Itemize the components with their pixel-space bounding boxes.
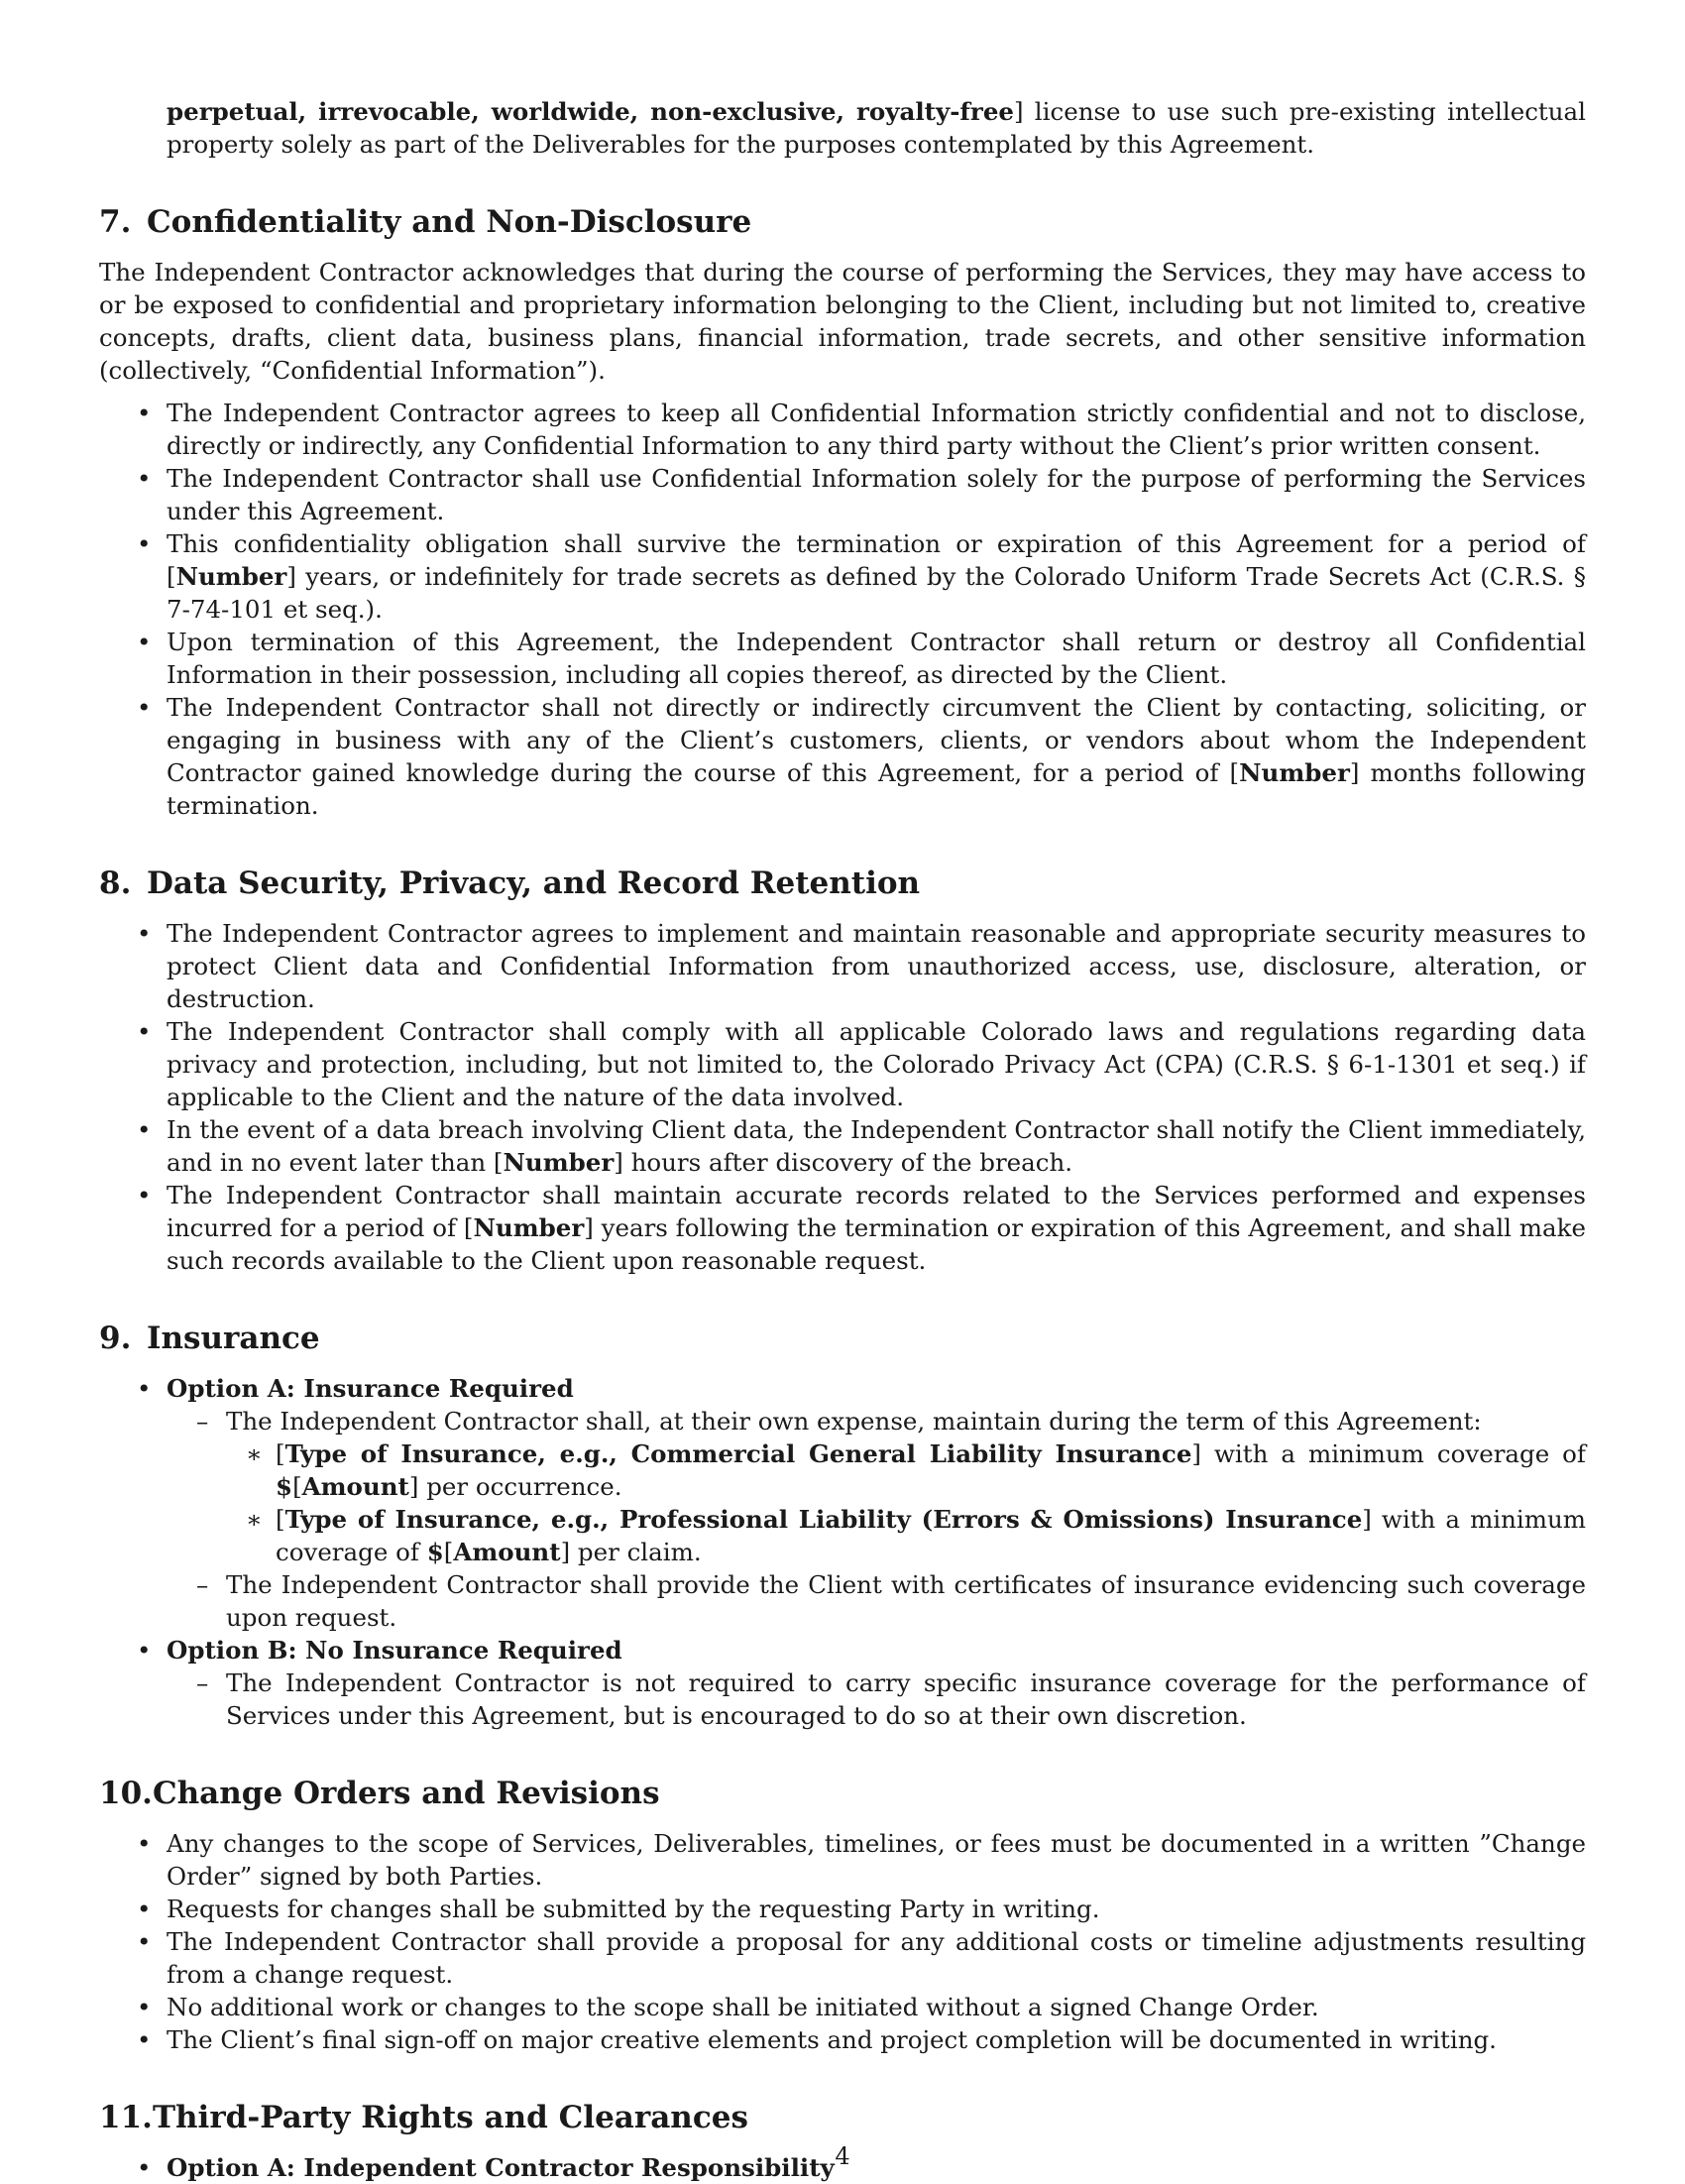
section-7-intro: The Independent Contractor acknowledges that during the course of performing the Services, they may have access to or be exposed to confidential and proprietary information belonging to the Client, including but not limited to, creative concepts, drafts, client data, business plans, financial information, trade secrets, and other sensitive information (collectively, “Confidential Information”). xyxy=(99,258,1586,385)
section-10-list xyxy=(99,1827,1586,2056)
section-number: 11. xyxy=(99,2100,153,2135)
insurance-type: Type of Insurance, e.g., Professional Liability (Errors & Omissions) Insurance xyxy=(284,1505,1363,1534)
section-9-list xyxy=(99,1372,1586,1732)
list-item: • Any changes to the scope of Services, Deliverables, timelines, or fees must be documented in a written ”Change Order” signed by both Parties. xyxy=(99,1827,1586,1893)
placeholder-amount: Amount xyxy=(453,1538,561,1566)
section-title: Insurance xyxy=(147,1321,320,1356)
list-item xyxy=(99,1634,1586,1732)
section-number: 7. xyxy=(99,204,132,240)
placeholder-number: Number xyxy=(1239,758,1350,787)
insurance-types-list xyxy=(226,1437,1586,1568)
section-10-heading xyxy=(99,1774,1586,1813)
sublist-item: – The Independent Contractor is not required to carry specific insurance coverage for the performance of Services under this Agreement, but is encouraged to do so at their own discretion. xyxy=(167,1667,1586,1732)
option-a-sublist xyxy=(167,1405,1586,1634)
insurance-item: ∗ [Type of Insurance, e.g., Professional Liability (Errors & Omissions) Insurance] with a minimum coverage of $[Amount] per claim. xyxy=(226,1503,1586,1568)
item-text: ] hours after discovery of the breach. xyxy=(614,1148,1073,1177)
placeholder-number: Number xyxy=(473,1213,585,1242)
section-title: Third-Party Rights and Clearances xyxy=(152,2100,748,2135)
option-b-sublist xyxy=(167,1667,1586,1732)
document-page xyxy=(99,95,1586,2184)
sublist-item: – The Independent Contractor shall provide the Client with certificates of insurance evidencing such coverage upon request. xyxy=(167,1568,1586,1634)
list-item xyxy=(99,1179,1586,1277)
item-text: In the event of a data breach involving Client data, the Independent Contractor shall notify the Client immediately, and in no event later than [ xyxy=(167,1115,1586,1177)
list-item xyxy=(99,691,1586,822)
section-number: 8. xyxy=(99,865,132,901)
section-8-list xyxy=(99,917,1586,1277)
list-item: • The Independent Contractor shall comply with all applicable Colorado laws and regulations regarding data privacy and protection, including, but not limited to, the Colorado Privacy Act (CPA) (C.R.S. § 6-1-1301 et seq.) if applicable to the Client and the nature of the data involved. xyxy=(99,1015,1586,1113)
item-text: ] months following termination. xyxy=(167,758,1586,820)
section-7-heading xyxy=(99,202,1586,242)
insurance-type: Type of Insurance, e.g., Commercial General Liability Insurance xyxy=(284,1439,1192,1468)
carryover-text: ] license to use such pre-existing intellectual property solely as part of the Deliverables for the purposes contemplated by this Agreement. xyxy=(167,97,1586,159)
section-title: Change Orders and Revisions xyxy=(152,1776,660,1811)
section-7-list xyxy=(99,397,1586,822)
list-item: • The Independent Contractor shall use Confidential Information solely for the purpose of performing the Services under this Agreement. xyxy=(99,462,1586,527)
placeholder-number: Number xyxy=(175,562,287,591)
list-item: • No additional work or changes to the scope shall be initiated without a signed Change Order. xyxy=(99,1991,1586,2023)
option-a-label: Option A: Insurance Required xyxy=(167,1374,574,1403)
list-item xyxy=(99,1113,1586,1179)
section-9-heading xyxy=(99,1319,1586,1358)
section-title: Data Security, Privacy, and Record Retention xyxy=(147,865,921,901)
section-title: Confidentiality and Non-Disclosure xyxy=(147,204,752,240)
license-terms: perpetual, irrevocable, worldwide, non-exclusive, royalty-free xyxy=(167,97,1014,126)
insurance-item: ∗ [Type of Insurance, e.g., Commercial General Liability Insurance] with a minimum coverage of $[Amount] per occurrence. xyxy=(226,1437,1586,1503)
option-b-label: Option B: No Insurance Required xyxy=(167,1636,622,1665)
carryover-paragraph xyxy=(167,95,1586,161)
option-a-label: Option A: Independent Contractor Responsibility xyxy=(167,2153,835,2182)
item-text: ] years following the termination or expiration of this Agreement, and shall make such records available to the Client upon reasonable request. xyxy=(167,1213,1586,1275)
list-item: • The Independent Contractor agrees to keep all Confidential Information strictly confidential and not to disclose, directly or indirectly, any Confidential Information to any third party without the Client’s prior written consent. xyxy=(99,397,1586,462)
placeholder-number: Number xyxy=(503,1148,615,1177)
page-number: 4 xyxy=(835,2142,850,2170)
sublist-item xyxy=(167,1405,1586,1568)
list-item: • The Client’s final sign-off on major creative elements and project completion will be documented in writing. xyxy=(99,2023,1586,2056)
section-number: 9. xyxy=(99,1321,132,1356)
section-8-heading xyxy=(99,863,1586,903)
placeholder-amount: Amount xyxy=(301,1472,409,1501)
list-item xyxy=(99,527,1586,626)
item-text: The Independent Contractor shall, at their own expense, maintain during the term of this Agreement: xyxy=(226,1407,1482,1436)
list-item: • Requests for changes shall be submitted by the requesting Party in writing. xyxy=(99,1893,1586,1925)
list-item xyxy=(99,1372,1586,1634)
item-text: This confidentiality obligation shall survive the termination or expiration of this Agreement for a period of [ xyxy=(167,529,1586,591)
section-11-heading xyxy=(99,2098,1586,2137)
item-text: The Independent Contractor shall maintain accurate records related to the Services performed and expenses incurred for a period of [ xyxy=(167,1181,1586,1242)
item-text: ] years, or indefinitely for trade secrets as defined by the Colorado Uniform Trade Secrets Act (C.R.S. § 7-74-101 et seq.). xyxy=(167,562,1586,624)
list-item: • Upon termination of this Agreement, the Independent Contractor shall return or destroy all Confidential Information in their possession, including all copies thereof, as directed by the Client. xyxy=(99,626,1586,691)
list-item: • The Independent Contractor shall provide a proposal for any additional costs or timeline adjustments resulting from a change request. xyxy=(99,1925,1586,1991)
section-number: 10. xyxy=(99,1776,153,1811)
list-item: • The Independent Contractor agrees to implement and maintain reasonable and appropriate security measures to protect Client data and Confidential Information from unauthorized access, use, disclosure, alteration, or destruction. xyxy=(99,917,1586,1015)
item-text: The Independent Contractor shall not directly or indirectly circumvent the Client by contacting, soliciting, or engaging in business with any of the Client’s customers, clients, or vendors about whom the Independent Contractor gained knowledge during the course of this Agreement, for a period of [ xyxy=(167,693,1586,787)
